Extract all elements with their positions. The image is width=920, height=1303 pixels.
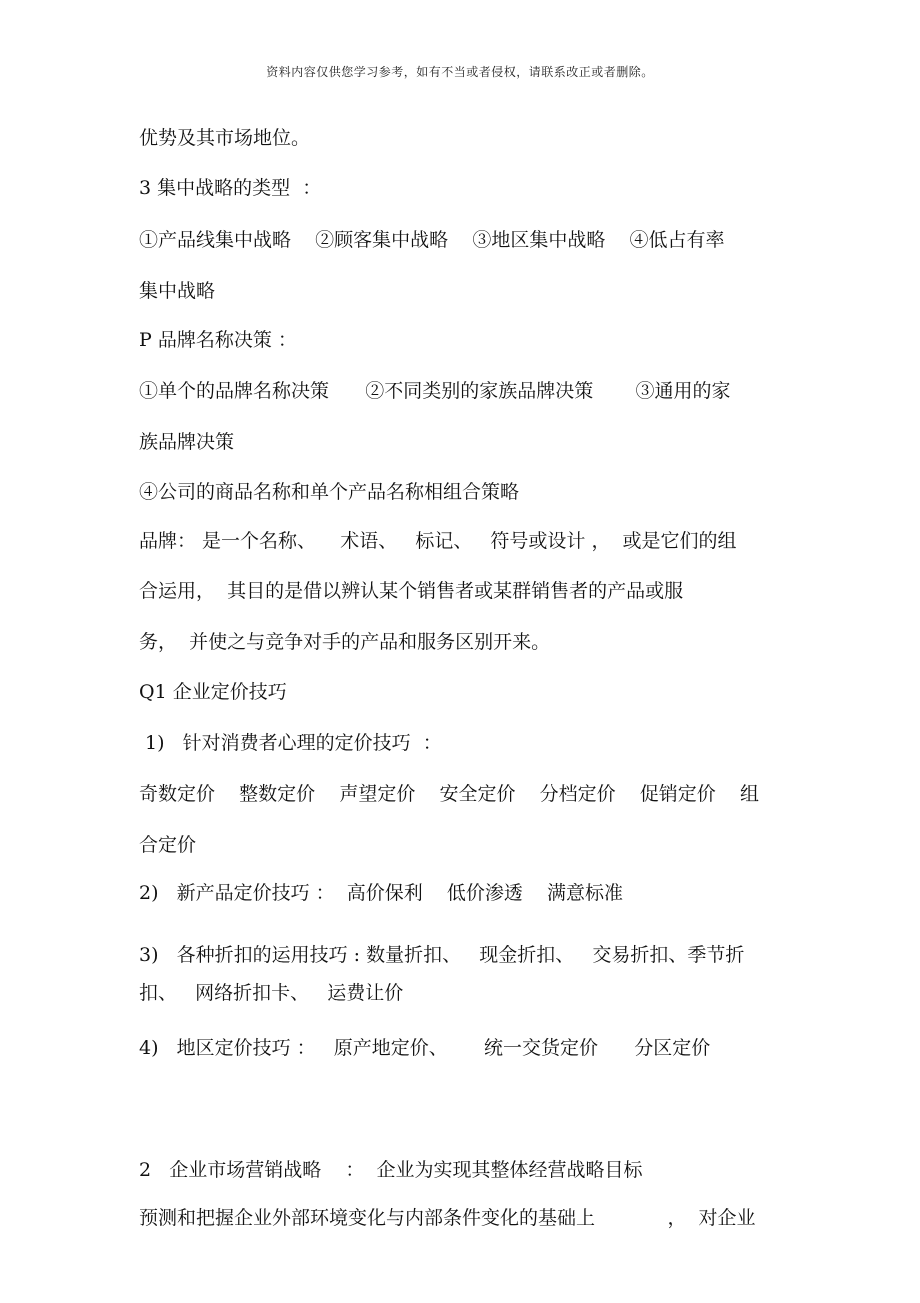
text-line-14: 奇数定价 整数定价 声望定价 安全定价 分档定价 促销定价 组 xyxy=(139,783,759,805)
text-line-21: 预测和把握企业外部环境变化与内部条件变化的基础上 ， 对企业 xyxy=(139,1207,756,1229)
text-line-4: 集中战略 xyxy=(139,280,216,302)
text-line-11: 务， 并使之与竞争对手的产品和服务区别开来。 xyxy=(139,631,551,653)
text-line-18: 扣、 网络折扣卡、 运费让价 xyxy=(139,982,404,1004)
text-line-12: Q1 企业定价技巧 xyxy=(139,681,287,703)
text-line-9: 品牌： 是一个名称、 术语、 标记、 符号或设计 ， 或是它们的组 xyxy=(139,530,737,552)
text-line-17: 3) 各种折扣的运用技巧 : 数量折扣、 现金折扣、 交易折扣、季节折 xyxy=(139,944,745,966)
text-line-3: ①产品线集中战略 ②顾客集中战略 ③地区集中战略 ④低占有率 xyxy=(139,229,725,251)
text-line-13: 1) 针对消费者心理的定价技巧 ： xyxy=(139,732,442,754)
text-line-1: 优势及其市场地位。 xyxy=(139,127,311,149)
text-line-10: 合运用， 其目的是借以辨认某个销售者或某群销售者的产品或服 xyxy=(139,580,684,602)
text-line-8: ④公司的商品名称和单个产品名称相组合策略 xyxy=(139,481,520,503)
text-line-7: 族品牌决策 xyxy=(139,431,235,453)
text-line-20: 2 企业市场营销战略 ： 企业为实现其整体经营战略目标 xyxy=(139,1159,643,1181)
page-header-notice: 资料内容仅供您学习参考，如有不当或者侵权，请联系改正或者删除。 xyxy=(266,65,654,79)
text-line-2: 3 集中战略的类型 ： xyxy=(139,177,322,199)
text-line-16: 2) 新产品定价技巧 ： 高价保利 低价渗透 满意标准 xyxy=(139,882,624,904)
text-line-5: P 品牌名称决策 ： xyxy=(139,329,297,351)
text-line-19: 4) 地区定价技巧 ： 原产地定价、 统一交货定价 分区定价 xyxy=(139,1037,711,1059)
text-line-15: 合定价 xyxy=(139,834,197,856)
text-line-6: ①单个的品牌名称决策 ②不同类别的家族品牌决策 ③通用的家 xyxy=(139,380,731,402)
